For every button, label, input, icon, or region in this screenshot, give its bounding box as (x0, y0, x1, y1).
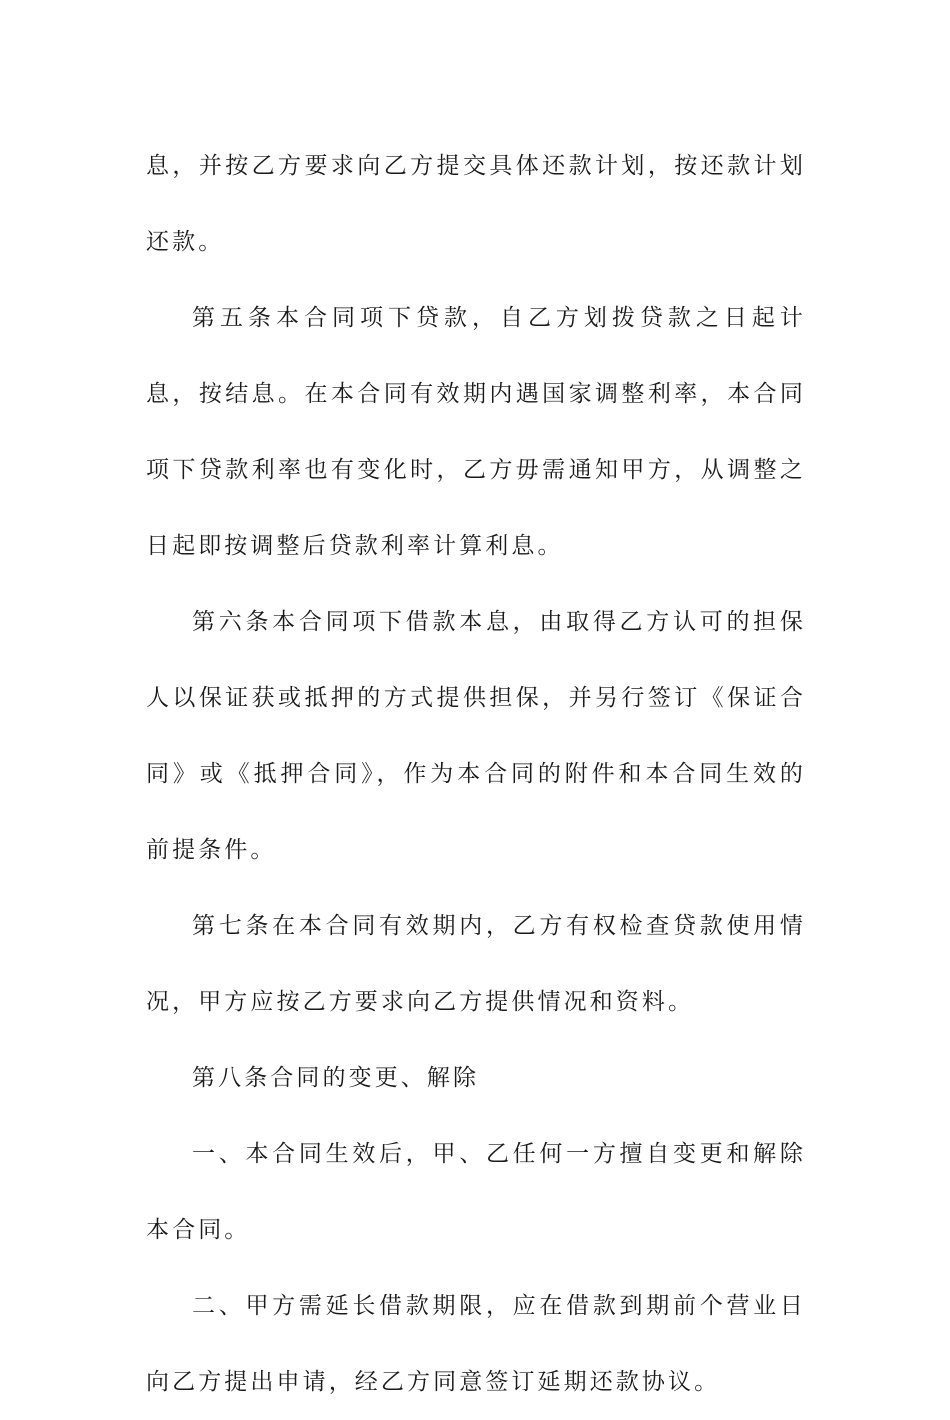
paragraph-article-8-heading: 第八条合同的变更、解除 (192, 1065, 480, 1091)
paragraph-article-5: 第五条本合同项下贷款，自乙方划拨贷款之日起计息，按结息。在本合同有效期内遇国家调整利率，本合同项下贷款利率也有变化时，乙方毋需通知甲方，从调整之日起即按调整后贷款利率计算利息。 (146, 305, 806, 559)
paragraph-article-8-item-1: 一、本合同生效后，甲、乙任何一方擅自变更和解除本合同。 (146, 1141, 806, 1243)
paragraph-article-7: 第七条在本合同有效期内，乙方有权检查贷款使用情况，甲方应按乙方要求向乙方提供情况和资料。 (146, 913, 806, 1015)
paragraph-article-8-item-2: 二、甲方需延长借款期限，应在借款到期前个营业日向乙方提出申请，经乙方同意签订延期还款协议。 (146, 1293, 806, 1395)
document-body (146, 128, 806, 1420)
paragraph-article-6: 第六条本合同项下借款本息，由取得乙方认可的担保人以保证获或抵押的方式提供担保，并另行签订《保证合同》或《抵押合同》，作为本合同的附件和本合同生效的前提条件。 (146, 609, 806, 863)
paragraph-continuation: 息，并按乙方要求向乙方提交具体还款计划，按还款计划还款。 (146, 153, 806, 255)
